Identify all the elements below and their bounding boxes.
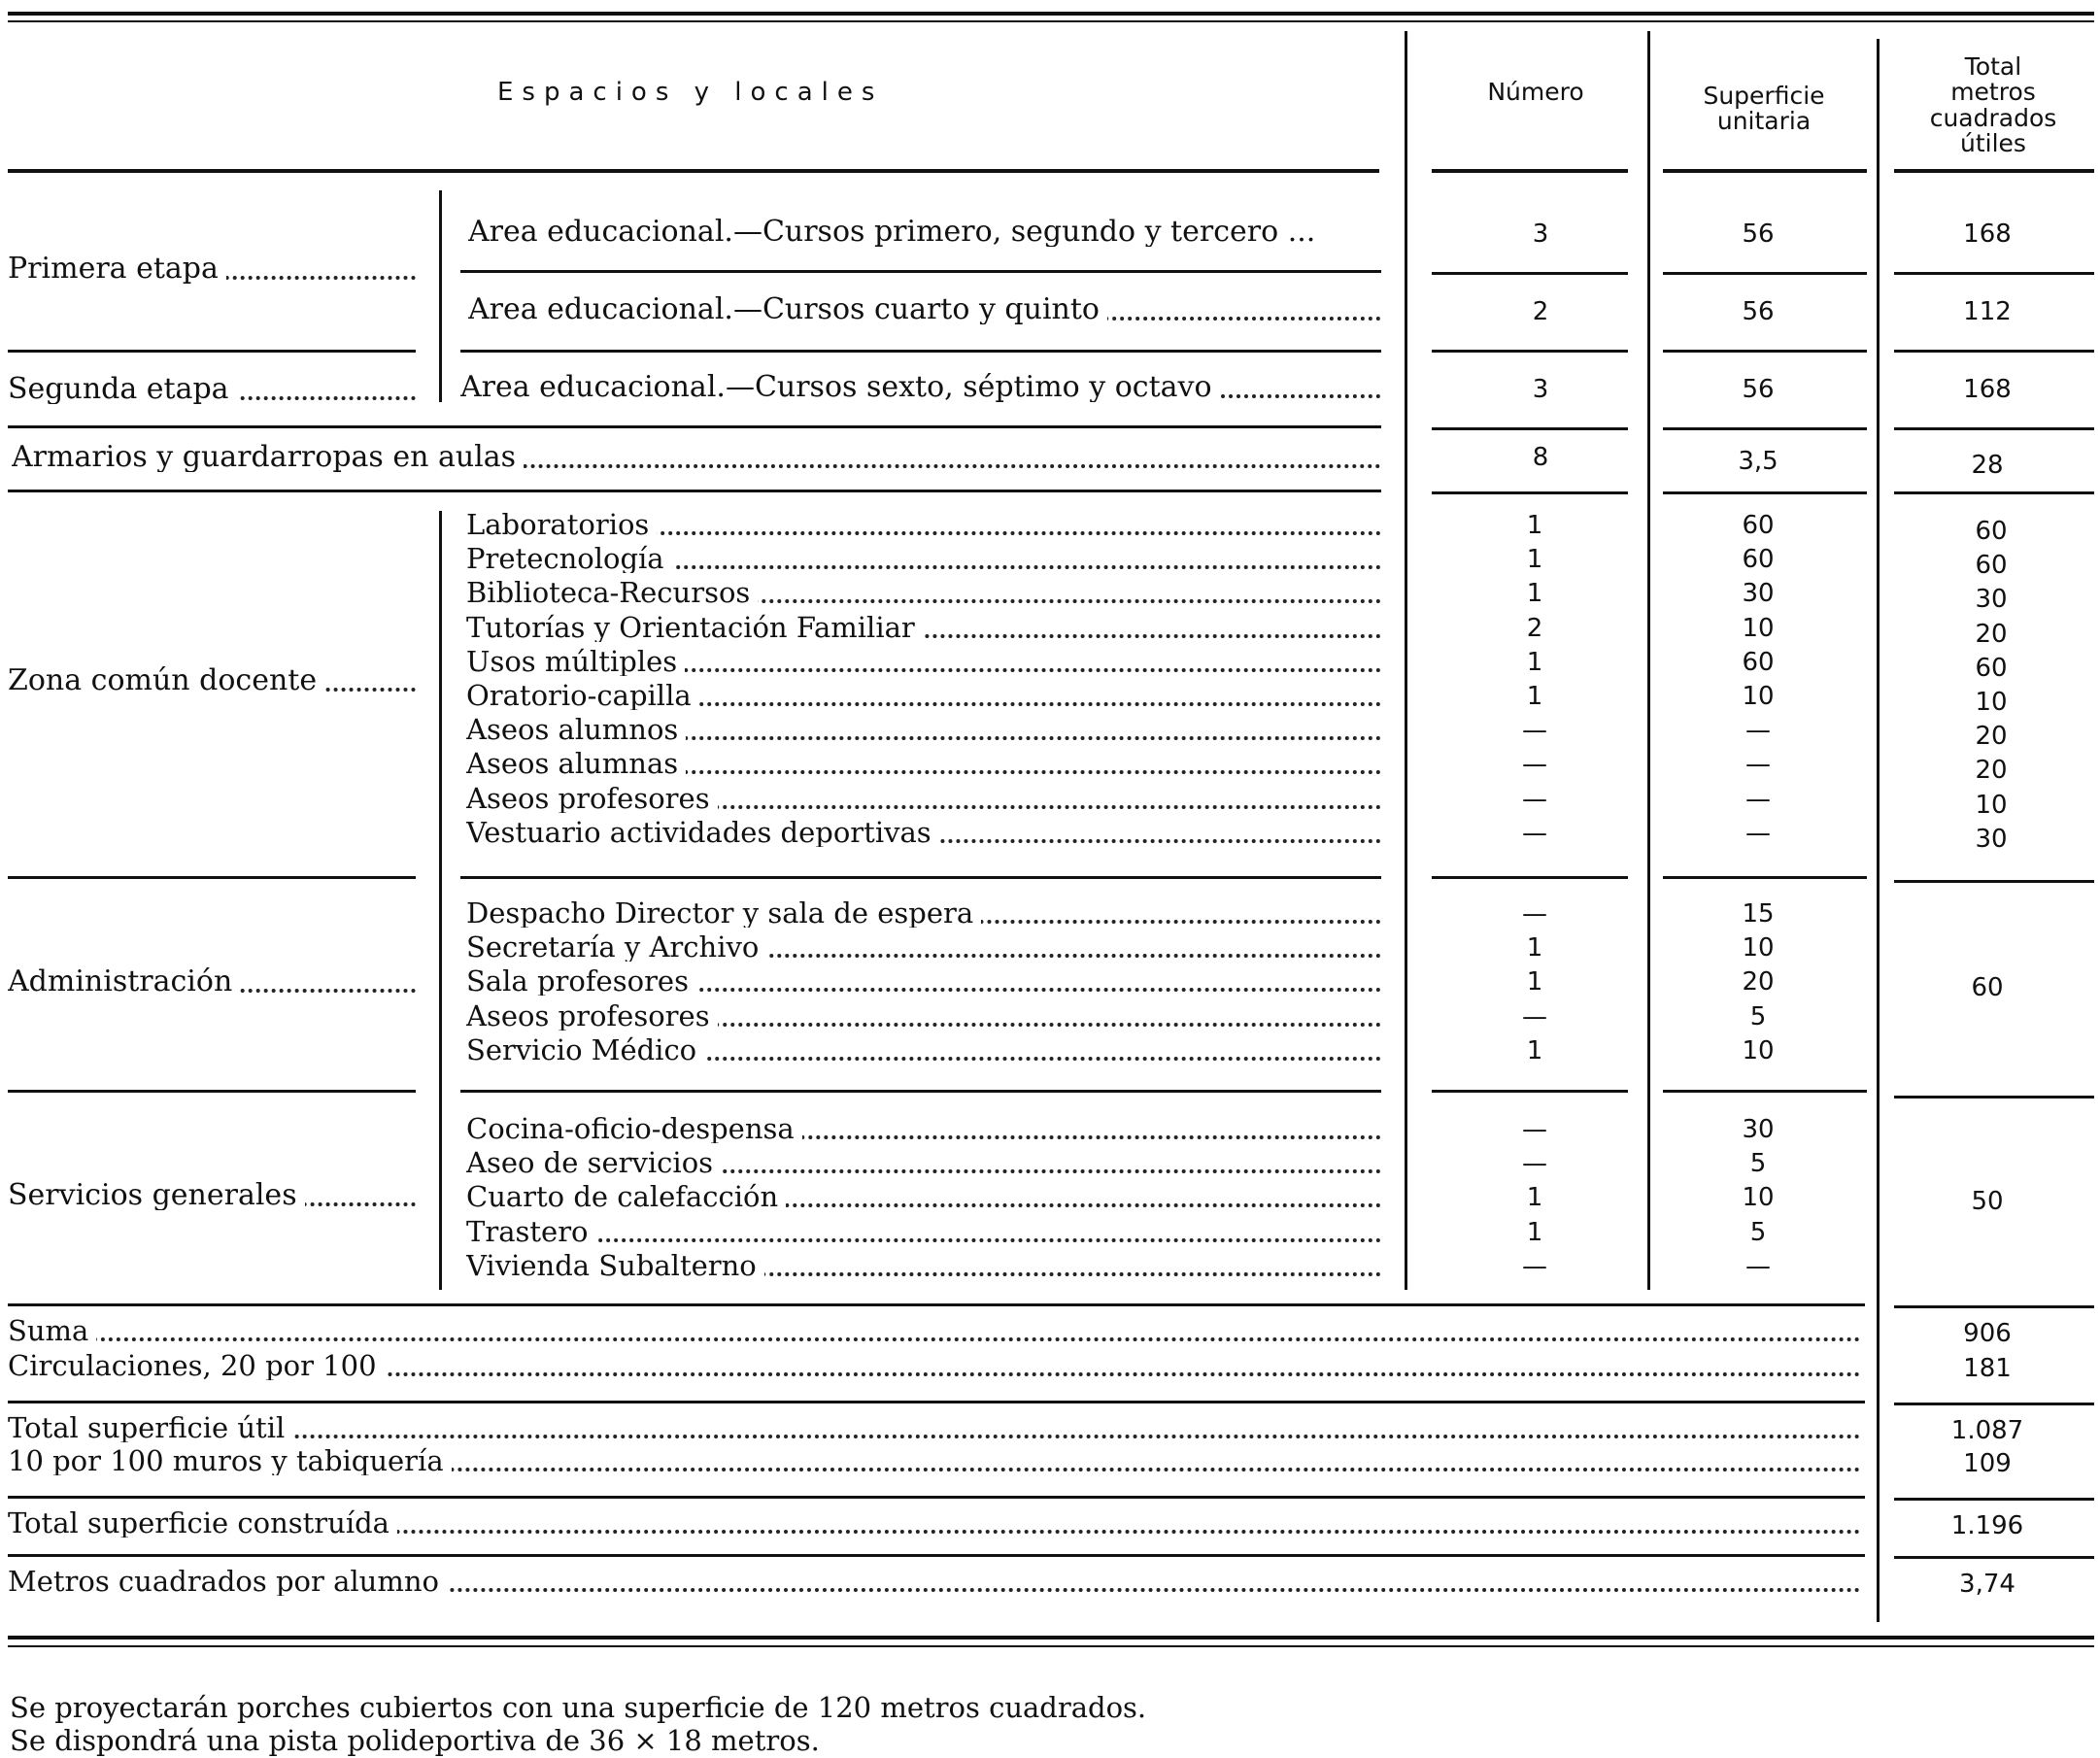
list-numero: 1 xyxy=(1526,579,1543,609)
rule xyxy=(1432,272,1628,275)
list-total: 60 xyxy=(1975,653,2008,683)
row-item: Area educacional.—Cursos cuarto y quinto xyxy=(468,295,1381,324)
header-superficie-line: unitaria xyxy=(1716,107,1812,136)
list-item: Cuarto de calefacción xyxy=(466,1183,1381,1211)
rule xyxy=(8,490,1381,492)
rule xyxy=(1894,350,2094,353)
group-servicios: Servicios generales xyxy=(8,1181,416,1210)
header-numero: Número xyxy=(1487,78,1584,106)
group-zona: Zona común docente xyxy=(8,666,416,695)
list-total: 10 xyxy=(1975,790,2008,820)
list-superficie: 5 xyxy=(1749,1217,1767,1247)
header-superficie-line: Superficie xyxy=(1703,82,1825,110)
list-numero: — xyxy=(1522,1001,1547,1031)
list-numero: 2 xyxy=(1526,613,1543,643)
rule xyxy=(8,1554,1865,1557)
row-total: 28 xyxy=(1971,451,2004,480)
list-numero: — xyxy=(1522,899,1547,929)
bottom-rule xyxy=(8,1636,2094,1640)
rule xyxy=(1663,427,1867,430)
totals-value: 3,74 xyxy=(1959,1570,2015,1599)
list-item: Aseos profesores xyxy=(466,1002,1381,1031)
list-superficie: 5 xyxy=(1749,1001,1767,1031)
rule xyxy=(1663,350,1867,353)
list-total: 60 xyxy=(1975,517,2008,546)
top-rule-thin xyxy=(8,20,2094,22)
rule xyxy=(1894,1096,2094,1099)
list-superficie: 10 xyxy=(1742,1035,1775,1065)
row-item: Area educacional.—Cursos sexto, séptimo y octavo xyxy=(460,373,1381,402)
list-item: Aseos alumnas xyxy=(466,750,1381,778)
header-total-line: útiles xyxy=(1960,128,2026,157)
list-superficie: — xyxy=(1745,1251,1771,1281)
list-numero: 1 xyxy=(1526,1183,1543,1213)
rule xyxy=(8,350,416,353)
totals-label: Metros cuadrados por alumno xyxy=(8,1568,1861,1596)
rule xyxy=(1894,1556,2094,1559)
rule xyxy=(1663,169,1867,173)
list-item: Aseo de servicios xyxy=(466,1149,1381,1177)
group-administracion: Administración xyxy=(8,967,416,997)
note-porches: Se proyectarán porches cubiertos con una superficie de 120 metros cuadrados. xyxy=(10,1691,1147,1724)
rule xyxy=(460,1090,1381,1093)
rule xyxy=(1663,491,1867,494)
rule xyxy=(1663,1090,1867,1093)
rule xyxy=(460,270,1381,273)
totals-value: 109 xyxy=(1963,1449,2012,1478)
row-numero: 8 xyxy=(1532,443,1549,472)
list-numero: — xyxy=(1522,1149,1547,1179)
group-segunda: Segunda etapa xyxy=(8,375,416,404)
list-numero: 1 xyxy=(1526,1217,1543,1247)
list-item: Laboratorios xyxy=(466,511,1381,539)
list-numero: 1 xyxy=(1526,1035,1543,1065)
header-total xyxy=(1890,54,2096,156)
list-item: Sala profesores xyxy=(466,967,1381,996)
header-total-line: Total xyxy=(1964,52,2022,81)
totals-label: Total superficie útil xyxy=(8,1414,1861,1442)
list-numero: — xyxy=(1522,784,1547,814)
list-item: Tutorías y Orientación Familiar xyxy=(466,614,1381,642)
list-superficie: — xyxy=(1745,716,1771,746)
list-superficie: — xyxy=(1745,750,1771,780)
rule xyxy=(1894,880,2094,883)
list-item: Aseos profesores xyxy=(466,785,1381,813)
rule xyxy=(1894,427,2094,430)
list-superficie: 30 xyxy=(1742,579,1775,609)
column-divider xyxy=(1647,31,1650,1290)
list-superficie: 60 xyxy=(1742,511,1775,540)
list-numero: — xyxy=(1522,1115,1547,1144)
rule xyxy=(8,1401,1865,1403)
header-total-line: metros xyxy=(1950,78,2036,107)
note-pista: Se dispondrá una pista polideportiva de 36 × 18 metros. xyxy=(10,1724,820,1757)
row-numero: 2 xyxy=(1532,297,1549,326)
list-item: Vestuario actividades deportivas xyxy=(466,819,1381,847)
list-total: 10 xyxy=(1975,688,2008,717)
group-primera: Primera etapa xyxy=(8,254,416,284)
rule xyxy=(8,1090,416,1093)
rule xyxy=(1663,272,1867,275)
rule xyxy=(1432,491,1628,494)
rule xyxy=(1432,350,1628,353)
header-espacios: Espacios y locales xyxy=(497,78,884,107)
list-total: 20 xyxy=(1975,619,2008,649)
row-total: 168 xyxy=(1963,220,2012,249)
list-superficie: 10 xyxy=(1742,933,1775,964)
list-item: Biblioteca-Recursos xyxy=(466,579,1381,607)
list-superficie: 15 xyxy=(1742,899,1775,929)
rule xyxy=(1432,427,1628,430)
list-numero: — xyxy=(1522,1251,1547,1281)
list-superficie: 30 xyxy=(1742,1115,1775,1144)
group-armarios: Armarios y guardarropas en aulas xyxy=(12,443,1381,472)
list-item: Despacho Director y sala de espera xyxy=(466,899,1381,928)
list-numero: 1 xyxy=(1526,511,1543,540)
list-numero: 1 xyxy=(1526,647,1543,677)
rule xyxy=(1894,1403,2094,1405)
list-item: Pretecnología xyxy=(466,545,1381,573)
row-item: Area educacional.—Cursos primero, segundo y tercero ... xyxy=(468,218,1381,247)
totals-value: 1.196 xyxy=(1950,1511,2024,1540)
list-item: Trastero xyxy=(466,1218,1381,1246)
list-numero: 1 xyxy=(1526,967,1543,997)
rule xyxy=(1894,1305,2094,1308)
rule xyxy=(1894,491,2094,494)
row-total: 168 xyxy=(1963,375,2012,404)
list-numero: 1 xyxy=(1526,545,1543,575)
list-item: Oratorio-capilla xyxy=(466,682,1381,710)
list-superficie: 60 xyxy=(1742,545,1775,575)
administracion-total: 60 xyxy=(1971,973,2004,1002)
list-item: Usos múltiples xyxy=(466,648,1381,676)
totals-value: 181 xyxy=(1963,1354,2012,1383)
rule xyxy=(1894,169,2094,173)
rule xyxy=(1894,272,2094,275)
totals-label: 10 por 100 muros y tabiquería xyxy=(8,1447,1861,1475)
rule xyxy=(460,876,1381,879)
list-item: Secretaría y Archivo xyxy=(466,933,1381,962)
totals-value: 1.087 xyxy=(1950,1416,2024,1445)
group-bracket xyxy=(439,190,442,402)
row-numero: 3 xyxy=(1532,220,1549,249)
list-superficie: — xyxy=(1745,784,1771,814)
totals-label: Circulaciones, 20 por 100 xyxy=(8,1352,1861,1380)
list-numero: — xyxy=(1522,716,1547,746)
bottom-rule-thin xyxy=(8,1645,2094,1647)
list-numero: 1 xyxy=(1526,933,1543,964)
list-numero: — xyxy=(1522,750,1547,780)
rule xyxy=(1432,1090,1628,1093)
list-superficie: 60 xyxy=(1742,647,1775,677)
list-item: Servicio Médico xyxy=(466,1036,1381,1065)
row-superficie: 56 xyxy=(1742,220,1775,249)
list-superficie: 10 xyxy=(1742,1183,1775,1213)
totals-label: Suma xyxy=(8,1317,1861,1345)
list-total: 30 xyxy=(1975,585,2008,615)
row-numero: 3 xyxy=(1532,375,1549,404)
totals-label: Total superficie construída xyxy=(8,1509,1861,1538)
column-divider xyxy=(1405,31,1407,1290)
list-item: Vivienda Subalterno xyxy=(466,1252,1381,1280)
rule xyxy=(8,1496,1865,1499)
list-total: 20 xyxy=(1975,722,2008,752)
rule xyxy=(1432,876,1628,879)
totals-value: 906 xyxy=(1963,1319,2012,1348)
list-superficie: 10 xyxy=(1742,682,1775,711)
rule xyxy=(8,425,1381,428)
list-numero: — xyxy=(1522,818,1547,848)
rule xyxy=(1432,169,1628,173)
list-superficie: — xyxy=(1745,818,1771,848)
column-divider xyxy=(1877,39,1880,1622)
rule xyxy=(8,1303,1865,1306)
row-superficie: 56 xyxy=(1742,297,1775,326)
servicios-total: 50 xyxy=(1971,1187,2004,1216)
group-bracket xyxy=(439,511,442,1290)
row-superficie: 3,5 xyxy=(1738,447,1778,476)
rule xyxy=(1663,876,1867,879)
list-item: Cocina-oficio-despensa xyxy=(466,1115,1381,1143)
header-total-line: cuadrados xyxy=(1929,103,2057,132)
rule xyxy=(1894,1498,2094,1501)
list-superficie: 10 xyxy=(1742,613,1775,643)
row-total: 112 xyxy=(1963,297,2012,326)
list-total: 20 xyxy=(1975,756,2008,786)
row-superficie: 56 xyxy=(1742,375,1775,404)
rule xyxy=(8,876,416,879)
top-rule xyxy=(8,12,2094,16)
list-total: 30 xyxy=(1975,824,2008,854)
list-superficie: 5 xyxy=(1749,1149,1767,1179)
list-item: Aseos alumnos xyxy=(466,716,1381,744)
rule xyxy=(8,169,1379,173)
list-numero: 1 xyxy=(1526,682,1543,711)
rule xyxy=(460,350,1381,353)
header-superficie xyxy=(1663,84,1865,135)
list-total: 60 xyxy=(1975,551,2008,581)
list-superficie: 20 xyxy=(1742,967,1775,997)
